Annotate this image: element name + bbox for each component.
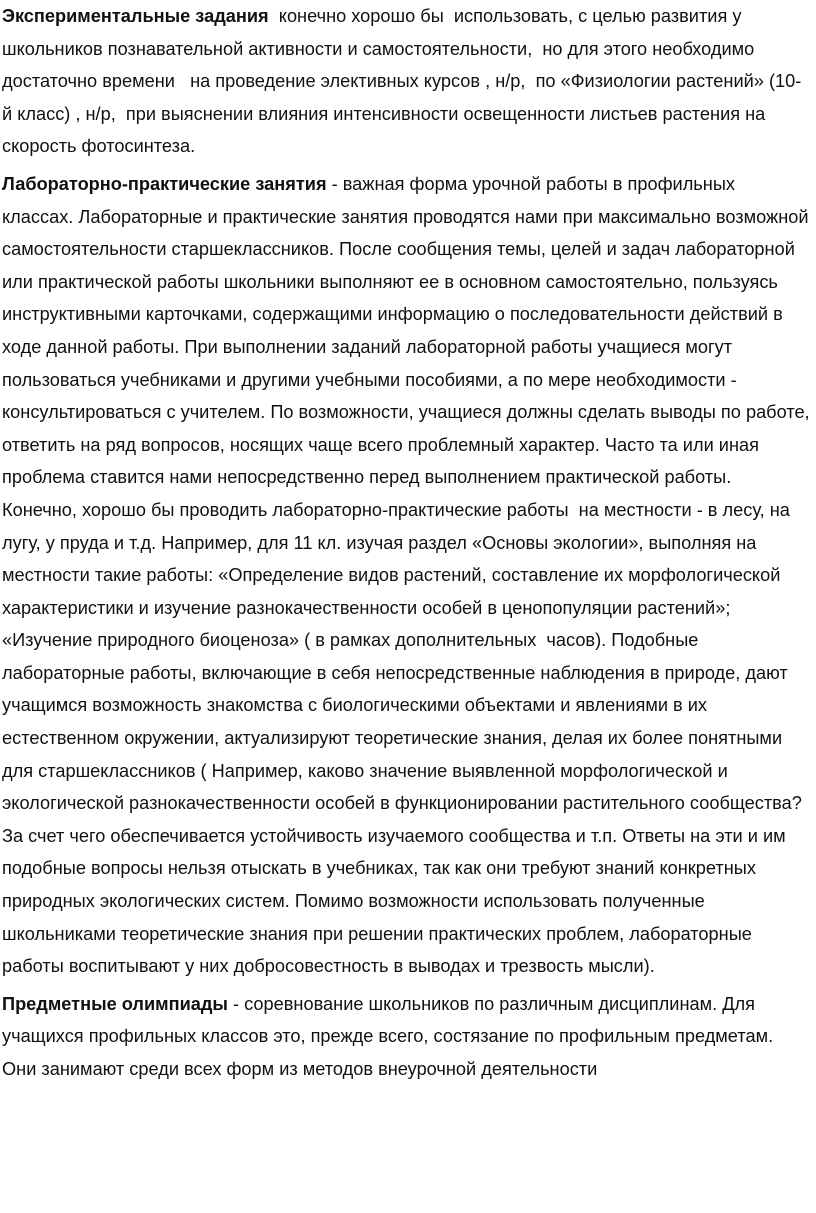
term-lab-practical: Лабораторно-практические занятия xyxy=(2,173,327,194)
paragraph-lab-practical xyxy=(2,168,815,983)
term-olympiads: Предметные олимпиады xyxy=(2,993,228,1014)
paragraph-text: - соревнование школьников по различным дисциплинам. Для учащихся профильных классов это, прежде всего, состязание по профильным предметам. Они занимают среди всех форм из методов внеурочной деятельности xyxy=(2,993,779,1079)
paragraph-experimental-tasks xyxy=(2,0,810,163)
term-experimental-tasks: Экспериментальные задания xyxy=(2,6,269,26)
paragraph-text: конечно хорошо бы использовать, с целью развития у школьников познавательной активности и самостоятельности, но для этого необходимо достаточно времени на проведение элективных курсов , н/р, по «Физиологии растений» (10-й класс) , н/р, при выяснении влияния интенсивности освещенности листьев растения на скорость фотосинтеза. xyxy=(2,6,802,157)
paragraph-olympiads xyxy=(2,988,810,1086)
paragraph-text: - важная форма урочной работы в профильных классах. Лабораторные и практические занятия проводятся нами при максимально возможной самостоятельности старшеклассников. После сообщения темы, целей и задач лабораторной или практической работы школьники выполняют ее в основном самостоятельно, пользуясь инструктивными карточками, содержащими информацию о последовательности действий в ходе данной работы. При выполнении заданий лабораторной работы учащиеся могут пользоваться учебниками и другими учебными пособиями, а по мере необходимости - консультироваться с учителем. По возможности, учащиеся должны сделать выводы по работе, ответить на ряд вопросов, носящих чаще всего проблемный характер. Часто та или иная проблема ставится нами непосредственно перед выполнением практической работы. Конечно, хорошо бы проводить лабораторно-практические работы на местности - в лесу, на лугу, у пруда и т.д. Например, для 11 кл. изучая раздел «Основы экологии», выполняя на местности такие работы: «Определение видов растений, составление их морфологической характеристики и изучение разнокачественности особей в ценопопуляции растений»; «Изучение природного биоценоза» ( в рамках дополнительных часов). Подобные лабораторные работы, включающие в себя непосредственные наблюдения в природе, дают учащимся возможность знакомства с биологическими объектами и явлениями в их естественном окружении, актуализируют теоретические знания, делая их более понятными для старшеклассников ( Например, каково значение выявленной морфологической и экологической разнокачественности особей в функционировании растительного сообщества? За счет чего обеспечивается устойчивость изучаемого сообщества и т.п. Ответы на эти и им подобные вопросы нельзя отыскать в учебниках, так как они требуют знаний конкретных природных экологических систем. Помимо возможности использовать полученные школьниками теоретические знания при решении практических проблем, лабораторные работы воспитывают у них добросовестность в выводах и трезвость мысли). xyxy=(2,173,815,977)
